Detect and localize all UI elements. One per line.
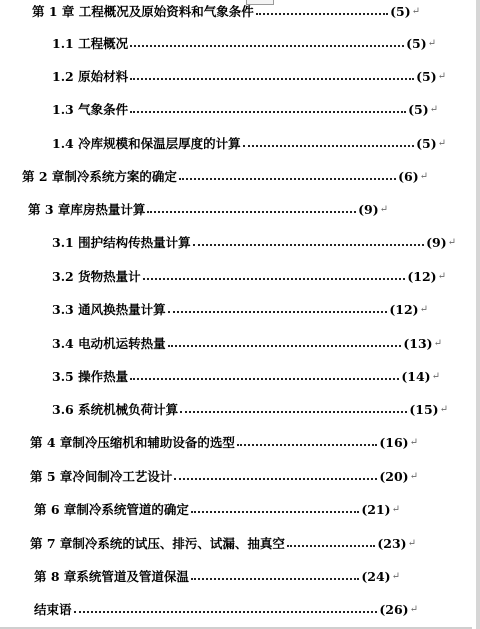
paragraph-mark-icon: ↵: [391, 571, 400, 582]
toc-entry[interactable]: [28, 200, 388, 220]
paragraph-mark-icon: ↵: [429, 104, 438, 115]
toc-title: 1.2 原始材料: [52, 69, 129, 84]
dot-leader: [174, 467, 377, 487]
paragraph-mark-icon: ↵: [419, 171, 428, 182]
toc-title: 3.5 操作热量: [52, 369, 129, 384]
toc-title: 1.4 冷库规模和保温层厚度的计算: [52, 136, 241, 151]
dot-leader: [193, 233, 424, 253]
paragraph-mark-icon: ↵: [379, 204, 388, 215]
toc-title: 第 7 章制冷系统的试压、排污、试漏、抽真空: [30, 536, 285, 551]
toc-entry[interactable]: [32, 2, 420, 22]
dot-leader: [243, 134, 414, 154]
toc-title: 3.1 围护结构传热量计算: [52, 235, 191, 250]
toc-entry[interactable]: [30, 433, 418, 453]
dot-leader: [168, 300, 388, 320]
paragraph-mark-icon: ↵: [411, 6, 420, 17]
toc-entry[interactable]: [52, 134, 446, 154]
toc-page-number: (5): [416, 136, 437, 151]
toc-entry[interactable]: [30, 467, 418, 487]
toc-entry[interactable]: [52, 267, 446, 287]
toc-page-number: (13): [403, 336, 433, 351]
paragraph-mark-icon: ↵: [391, 504, 400, 515]
paragraph-mark-icon: ↵: [433, 338, 442, 349]
toc-page-number: (5): [406, 36, 427, 51]
toc-title: 第 3 章库房热量计算: [28, 202, 146, 217]
toc-page-number: (21): [361, 502, 391, 517]
dot-leader: [237, 433, 377, 453]
vertical-scrollbar[interactable]: [476, 0, 480, 629]
toc-title: 1.3 气象条件: [52, 102, 129, 117]
toc-entry[interactable]: [30, 534, 416, 554]
dot-leader: [147, 200, 356, 220]
toc-entry[interactable]: [52, 400, 448, 420]
paragraph-mark-icon: ↵: [447, 237, 456, 248]
paragraph-mark-icon: ↵: [431, 371, 440, 382]
toc-title: 第 8 章系统管道及管道保温: [34, 569, 189, 584]
toc-entry[interactable]: [52, 233, 456, 253]
toc-page-number: (24): [361, 569, 391, 584]
toc-page-number: (5): [408, 102, 429, 117]
toc-page-number: (12): [389, 302, 419, 317]
paragraph-mark-icon: ↵: [437, 138, 446, 149]
toc-page-number: (15): [409, 402, 439, 417]
toc-entry[interactable]: [34, 567, 400, 587]
toc-title: 第 6 章制冷系统管道的确定: [34, 502, 189, 517]
dot-leader: [168, 334, 402, 354]
toc-title: 第 2 章制冷系统方案的确定: [22, 169, 177, 184]
toc-title: 3.4 电动机运转热量: [52, 336, 166, 351]
paragraph-mark-icon: ↵: [409, 437, 418, 448]
toc-page-number: (5): [390, 4, 411, 19]
toc-title: 1.1 工程概况: [52, 36, 129, 51]
toc-entry[interactable]: [52, 300, 428, 320]
paragraph-mark-icon: ↵: [437, 71, 446, 82]
toc-page-number: (9): [358, 202, 379, 217]
toc-page-number: (6): [398, 169, 419, 184]
toc-page-number: (26): [379, 602, 409, 617]
dot-leader: [179, 167, 396, 187]
toc-title: 第 1 章 工程概况及原始资料和气象条件: [32, 4, 254, 19]
toc-title: 第 4 章制冷压缩机和辅助设备的选型: [30, 435, 235, 450]
paragraph-mark-icon: ↵: [437, 271, 446, 282]
toc-entry[interactable]: [52, 367, 440, 387]
toc-page-number: (20): [379, 469, 409, 484]
paragraph-mark-icon: ↵: [407, 538, 416, 549]
dot-leader: [180, 400, 407, 420]
paragraph-mark-icon: ↵: [427, 38, 436, 49]
dot-leader: [287, 534, 375, 554]
toc-entry[interactable]: [52, 67, 446, 87]
toc-page-number: (12): [407, 269, 437, 284]
toc-entry[interactable]: [34, 600, 418, 620]
dot-leader: [143, 267, 406, 287]
toc-page-number: (9): [426, 235, 447, 250]
toc-entry[interactable]: [52, 34, 436, 54]
toc-title: 3.6 系统机械负荷计算: [52, 402, 179, 417]
toc-page-number: (16): [379, 435, 409, 450]
toc-entry[interactable]: [34, 500, 400, 520]
dot-leader: [130, 34, 404, 54]
toc-page-number: (23): [377, 536, 407, 551]
toc-page-number: (14): [401, 369, 431, 384]
dot-leader: [130, 67, 414, 87]
dot-leader: [191, 500, 359, 520]
toc-title: 第 5 章冷间制冷工艺设计: [30, 469, 173, 484]
paragraph-mark-icon: ↵: [439, 404, 448, 415]
dot-leader: [130, 367, 399, 387]
paragraph-mark-icon: ↵: [409, 471, 418, 482]
toc-entry[interactable]: [22, 167, 428, 187]
toc-entry[interactable]: [52, 100, 438, 120]
toc-title: 3.3 通风换热量计算: [52, 302, 166, 317]
dot-leader: [130, 100, 406, 120]
dot-leader: [191, 567, 359, 587]
toc-entry[interactable]: [52, 334, 442, 354]
toc-title: 3.2 货物热量计: [52, 269, 141, 284]
dot-leader: [256, 2, 388, 22]
toc-title: 结束语: [34, 602, 72, 617]
toc-page-number: (5): [416, 69, 437, 84]
dot-leader: [74, 600, 378, 620]
paragraph-mark-icon: ↵: [409, 604, 418, 615]
paragraph-mark-icon: ↵: [419, 304, 428, 315]
